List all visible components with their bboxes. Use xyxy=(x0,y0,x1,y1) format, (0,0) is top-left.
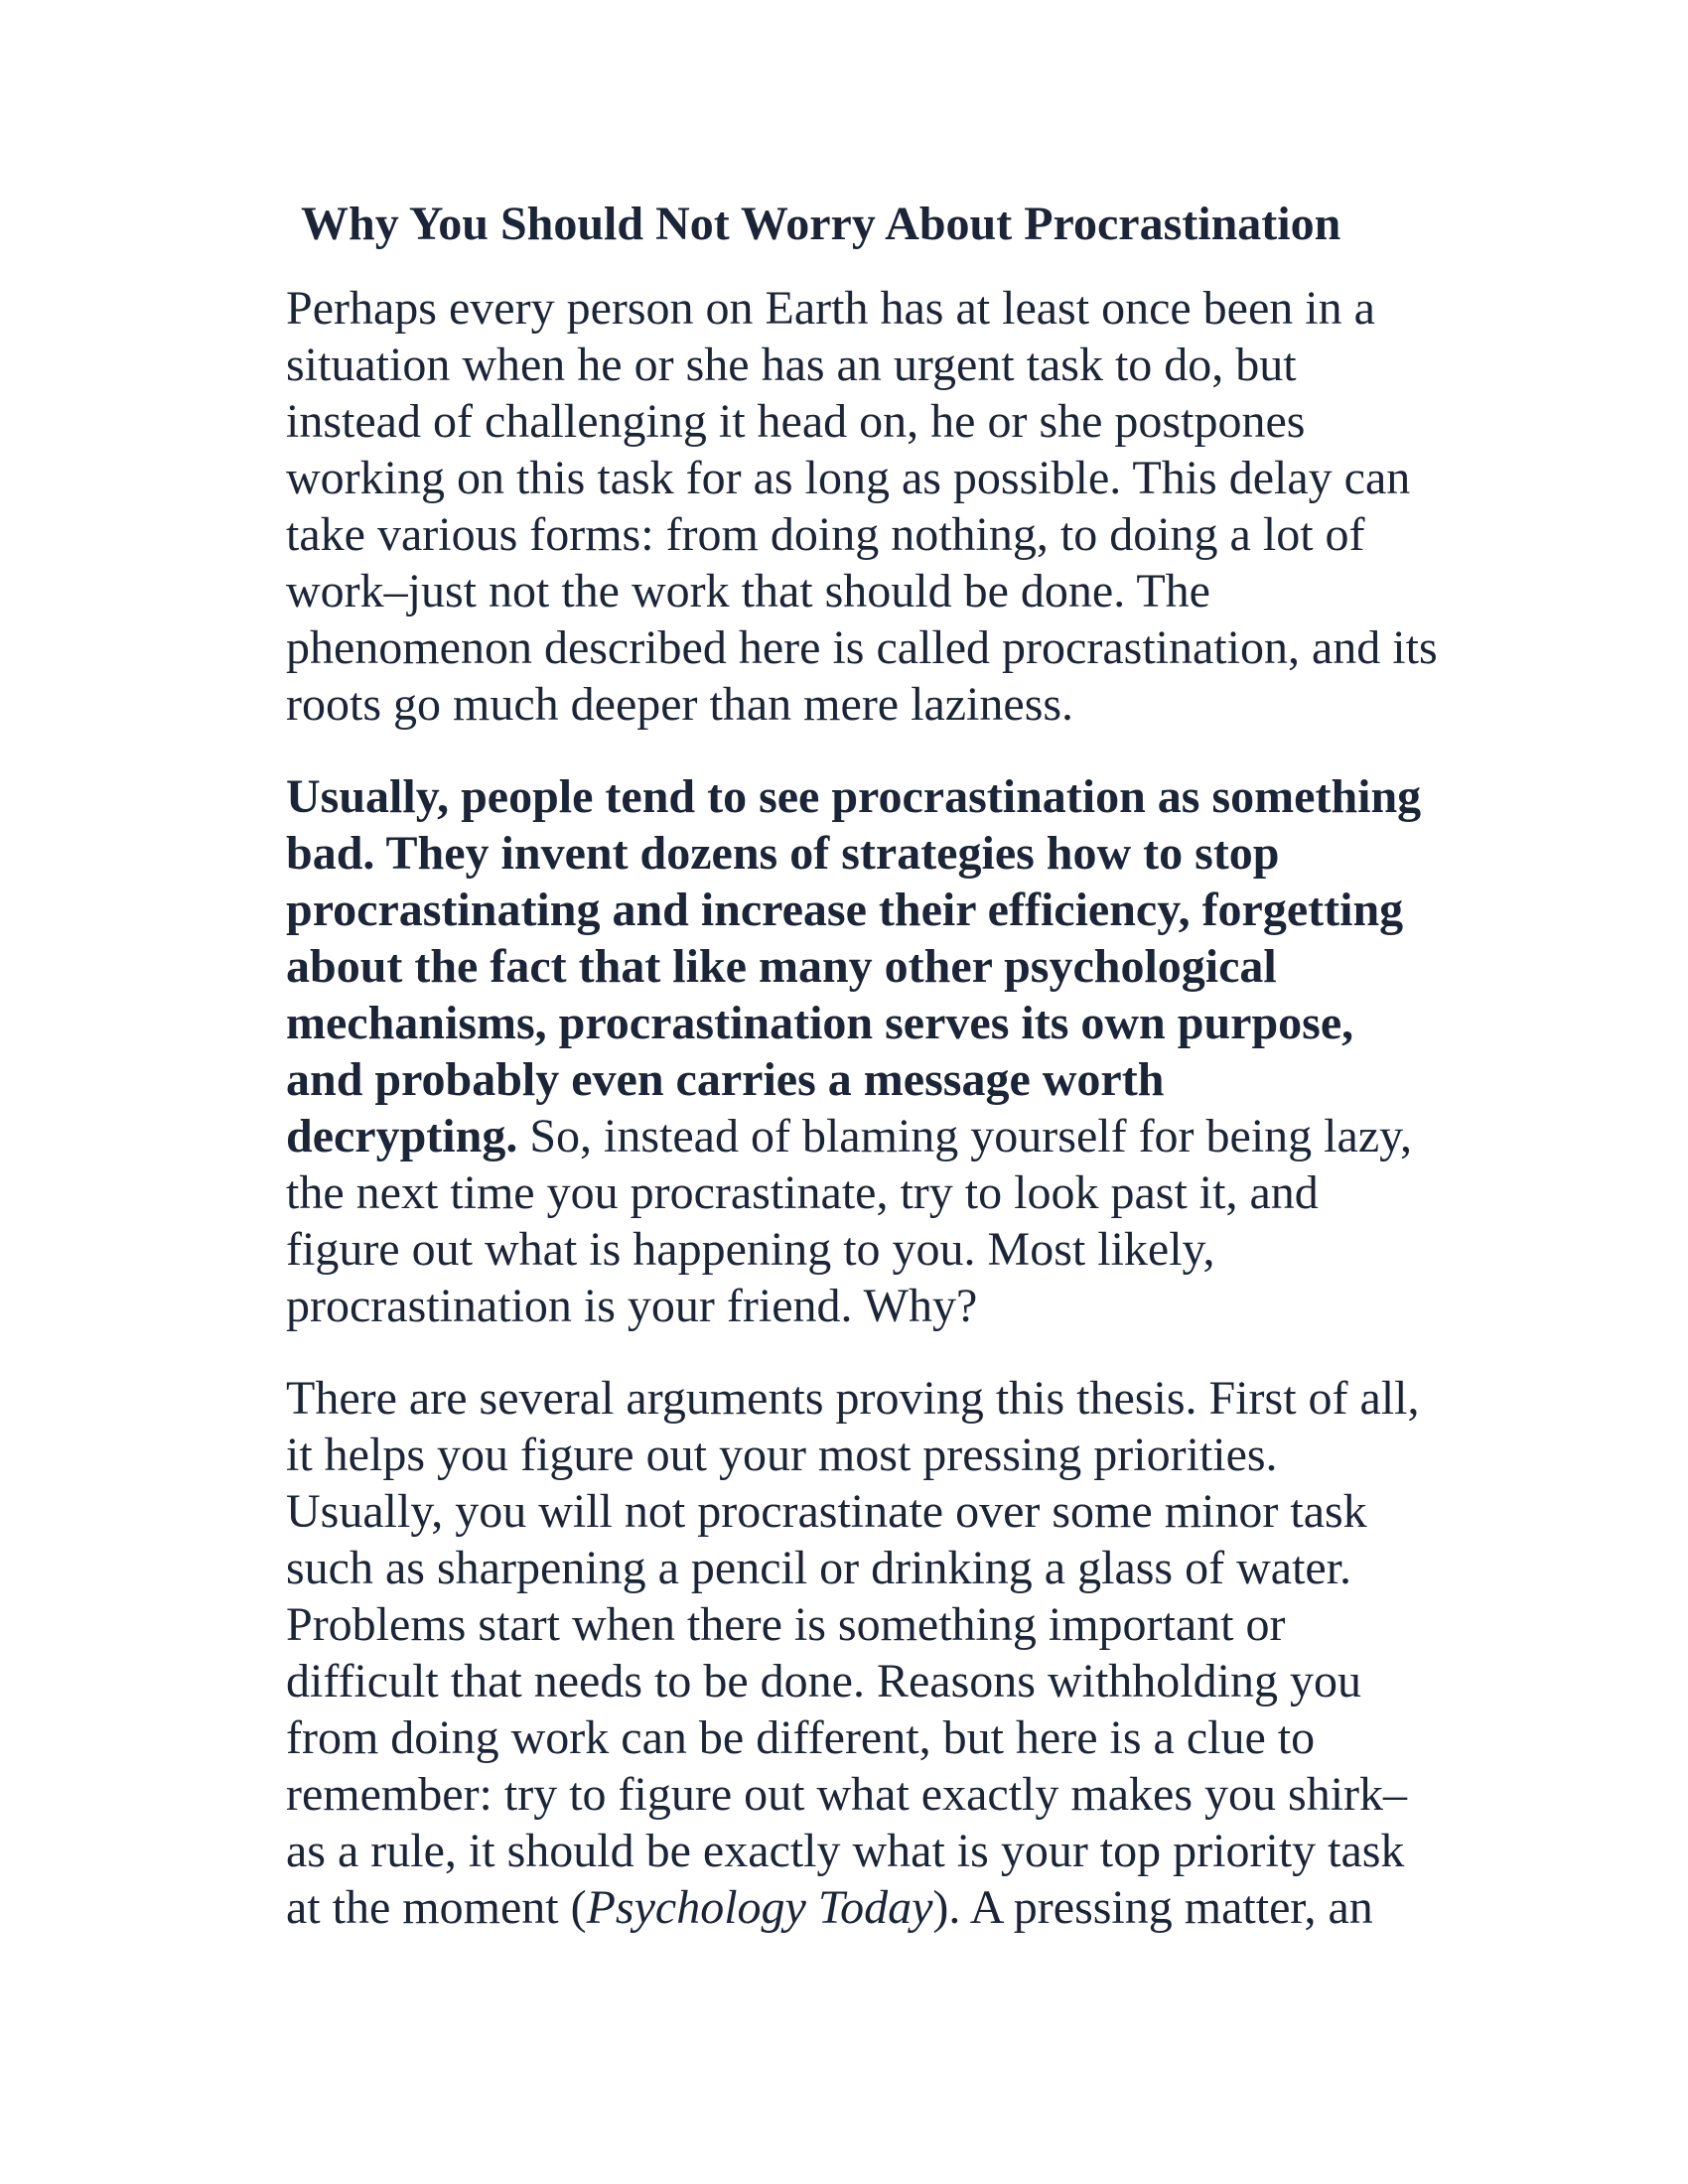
paragraph-arguments xyxy=(286,1370,1499,1936)
text-line: take various forms: from doing nothing, to doing a lot of xyxy=(286,508,1365,561)
text-line: instead of challenging it head on, he or she postpones xyxy=(286,395,1306,448)
text-line: work–just not the work that should be done. The xyxy=(286,565,1210,617)
regular-text-fragment: So, instead of blaming yourself for being lazy, xyxy=(517,1110,1413,1162)
text-line: situation when he or she has an urgent task to do, but xyxy=(286,339,1297,391)
text-line: Problems start when there is something important or xyxy=(286,1598,1286,1651)
citation-text-line xyxy=(286,1879,1499,1936)
bold-text-line: mechanisms, procrastination serves its own purpose, xyxy=(286,997,1354,1049)
bold-text-line: about the fact that like many other psychological xyxy=(286,940,1277,993)
text-line: it helps you figure out your most pressing priorities. xyxy=(286,1429,1278,1481)
bold-text-line: bad. They invent dozens of strategies how to stop xyxy=(286,827,1280,880)
text-line: remember: try to figure out what exactly makes you shirk– xyxy=(286,1768,1408,1821)
text-line: There are several arguments proving this thesis. First of all, xyxy=(286,1372,1420,1425)
document-title: Why You Should Not Worry About Procrastination xyxy=(301,198,1341,250)
text-line: working on this task for as long as possible. This delay can xyxy=(286,452,1411,504)
text-line: procrastination is your friend. Why? xyxy=(286,1280,978,1332)
text-line: Perhaps every person on Earth has at least once been in a xyxy=(286,282,1375,335)
text-line: from doing work can be different, but here is a clue to xyxy=(286,1711,1316,1764)
text-fragment: at the moment ( xyxy=(286,1881,587,1934)
text-line: the next time you procrastinate, try to look past it, and xyxy=(286,1166,1319,1219)
text-line: figure out what is happening to you. Most likely, xyxy=(286,1223,1215,1276)
bold-text-line: Usually, people tend to see procrastination as something xyxy=(286,770,1422,823)
italic-citation: Psychology Today xyxy=(586,1881,933,1934)
text-line: Usually, you will not procrastinate over some minor task xyxy=(286,1485,1367,1538)
text-fragment: ). A pressing matter, an xyxy=(932,1881,1373,1934)
text-line: as a rule, it should be exactly what is your top priority task xyxy=(286,1825,1405,1877)
text-line: difficult that needs to be done. Reasons withholding you xyxy=(286,1655,1361,1707)
text-line: phenomenon described here is called procrastination, and its xyxy=(286,621,1438,674)
bold-text-fragment: decrypting. xyxy=(286,1110,518,1162)
bold-text-line: procrastinating and increase their efficiency, forgetting xyxy=(286,884,1404,936)
document-body xyxy=(286,195,1499,1936)
bold-text-line: and probably even carries a message worth xyxy=(286,1053,1165,1106)
paragraph-introduction xyxy=(286,280,1499,733)
paragraph-thesis xyxy=(286,768,1499,1334)
mixed-text-line xyxy=(286,1108,1499,1164)
text-line: roots go much deeper than mere laziness. xyxy=(286,678,1074,731)
text-line: such as sharpening a pencil or drinking a glass of water. xyxy=(286,1542,1352,1594)
